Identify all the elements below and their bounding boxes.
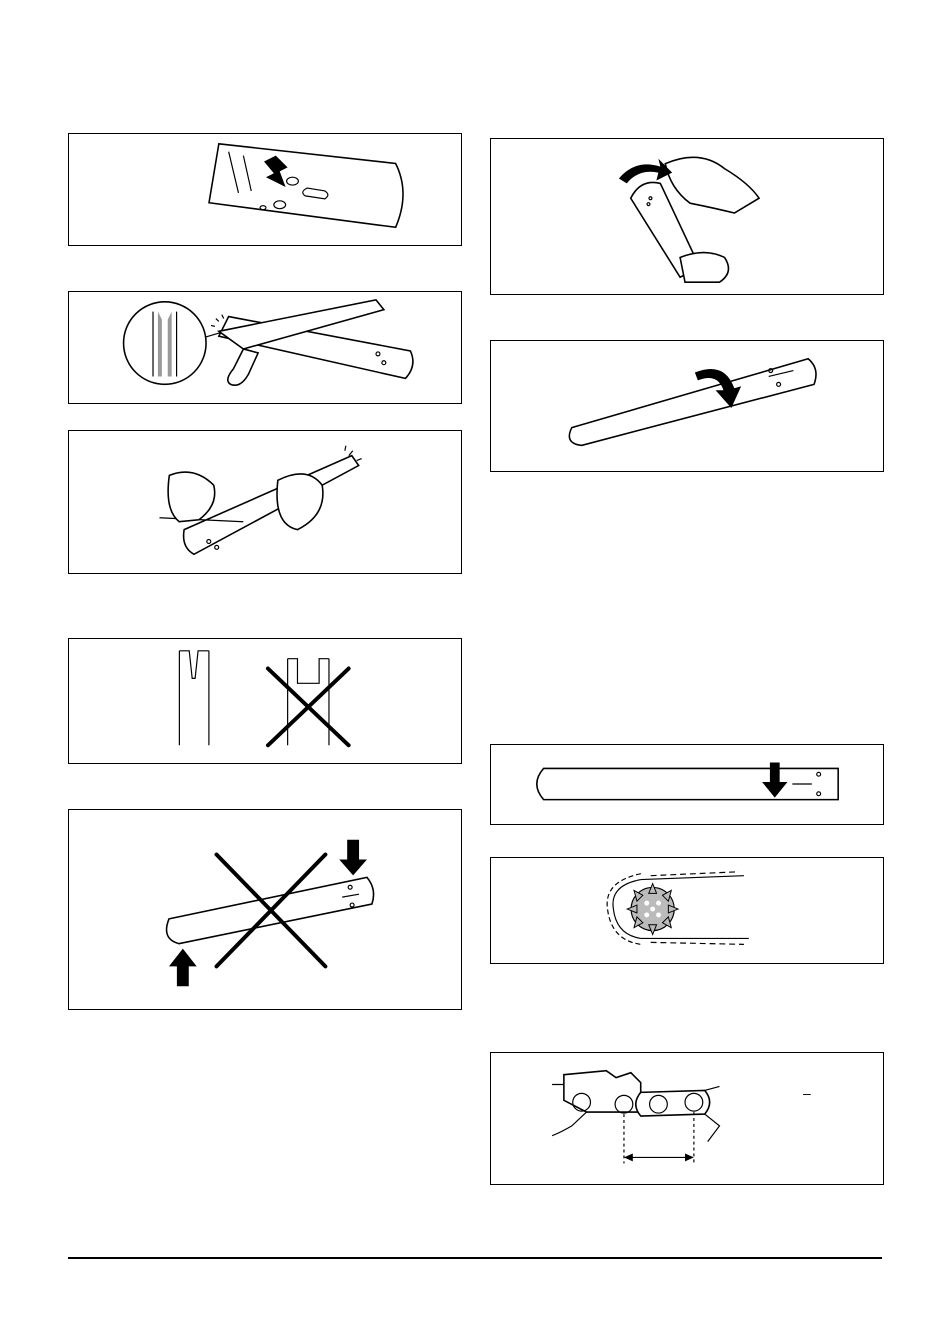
bar-tip-rotate-drawing [491, 139, 883, 294]
figure-chain-sprocket [490, 857, 884, 964]
footer-rule [68, 1257, 882, 1259]
up-arrow-icon [169, 949, 197, 987]
down-arrow-icon [339, 840, 367, 876]
figure-bar-tip-rotate [490, 138, 884, 295]
bar-turn-over-drawing [491, 341, 883, 471]
figure-chain-pitch [490, 1052, 884, 1185]
figure-groove-worn-vs-ok [68, 638, 462, 764]
bar-file-groove-drawing [69, 292, 461, 403]
figure-bar-file-groove [68, 291, 462, 404]
bar-flat-drawing [491, 745, 883, 824]
chain-pitch-drawing [491, 1053, 883, 1184]
bar-oil-hole-drawing [69, 134, 461, 245]
figure-bar-turn-over [490, 340, 884, 472]
figure-bar-file-burr [68, 430, 462, 574]
figure-bar-oil-hole [68, 133, 462, 246]
pitch-mark: – [803, 1085, 811, 1101]
groove-profile-drawing [69, 639, 461, 763]
bar-file-burr-drawing [69, 431, 461, 573]
figure-bar-bent-wrong [68, 809, 462, 1010]
chain-sprocket-drawing [491, 858, 883, 963]
bar-bent-wrong-drawing [69, 810, 461, 1009]
figure-bar-flat [490, 744, 884, 825]
rotate-arrow-icon [619, 159, 672, 184]
